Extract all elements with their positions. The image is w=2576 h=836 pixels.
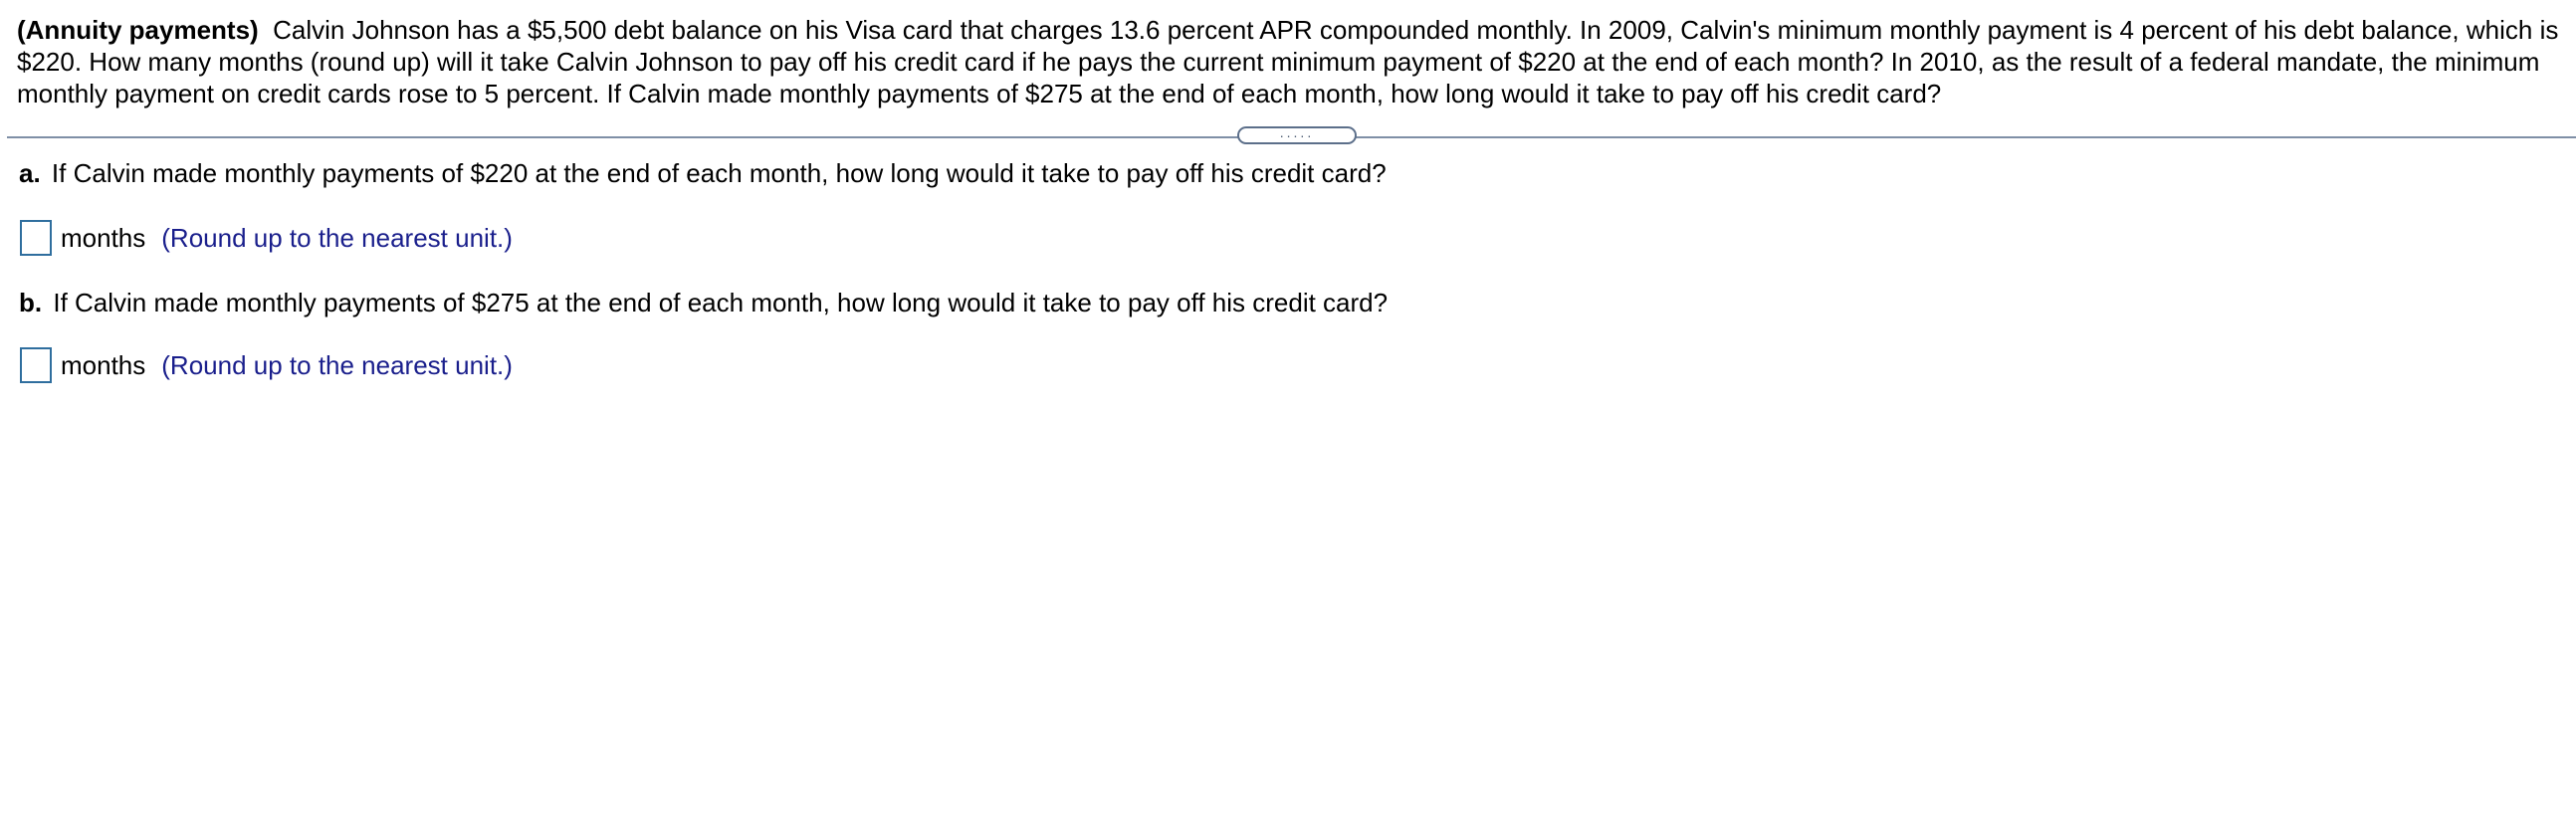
problem-statement bbox=[17, 14, 2565, 109]
question-a bbox=[19, 157, 1387, 189]
question-letter: a. bbox=[19, 158, 41, 188]
question-text: If Calvin made monthly payments of $220 at the end of each month, how long would it take to pay off his credit card? bbox=[51, 158, 1387, 188]
answer-input-a[interactable] bbox=[20, 220, 52, 256]
problem-lead: (Annuity payments) bbox=[17, 15, 259, 45]
question-text: If Calvin made monthly payments of $275 at the end of each month, how long would it take to pay off his credit card? bbox=[53, 288, 1389, 317]
rounding-hint: (Round up to the nearest unit.) bbox=[161, 222, 513, 253]
answer-input-b[interactable] bbox=[20, 347, 52, 383]
ellipsis-icon: ..... bbox=[1279, 124, 1315, 140]
question-letter: b. bbox=[19, 288, 43, 317]
rounding-hint: (Round up to the nearest unit.) bbox=[161, 349, 513, 380]
answer-row-a bbox=[20, 219, 513, 257]
answer-row-b bbox=[20, 346, 513, 384]
problem-text: Calvin Johnson has a $5,500 debt balance on his Visa card that charges 13.6 percent APR compounded monthly. In 2009, Calvin's minimum monthly payment is 4 percent of his debt balance, which is $220. How many months (round up) will it take Calvin Johnson to pay off his credit card if he pays the current minimum payment of $220 at the end of each month? In 2010, as the result of a federal mandate, the minimum monthly payment on credit cards rose to 5 percent. If Calvin made monthly payments of $275 at the end of each month, how long would it take to pay off his credit card? bbox=[17, 15, 2559, 108]
question-b bbox=[19, 287, 1388, 318]
expand-handle-button[interactable] bbox=[1237, 126, 1357, 144]
unit-label: months bbox=[61, 222, 146, 253]
unit-label: months bbox=[61, 349, 146, 380]
